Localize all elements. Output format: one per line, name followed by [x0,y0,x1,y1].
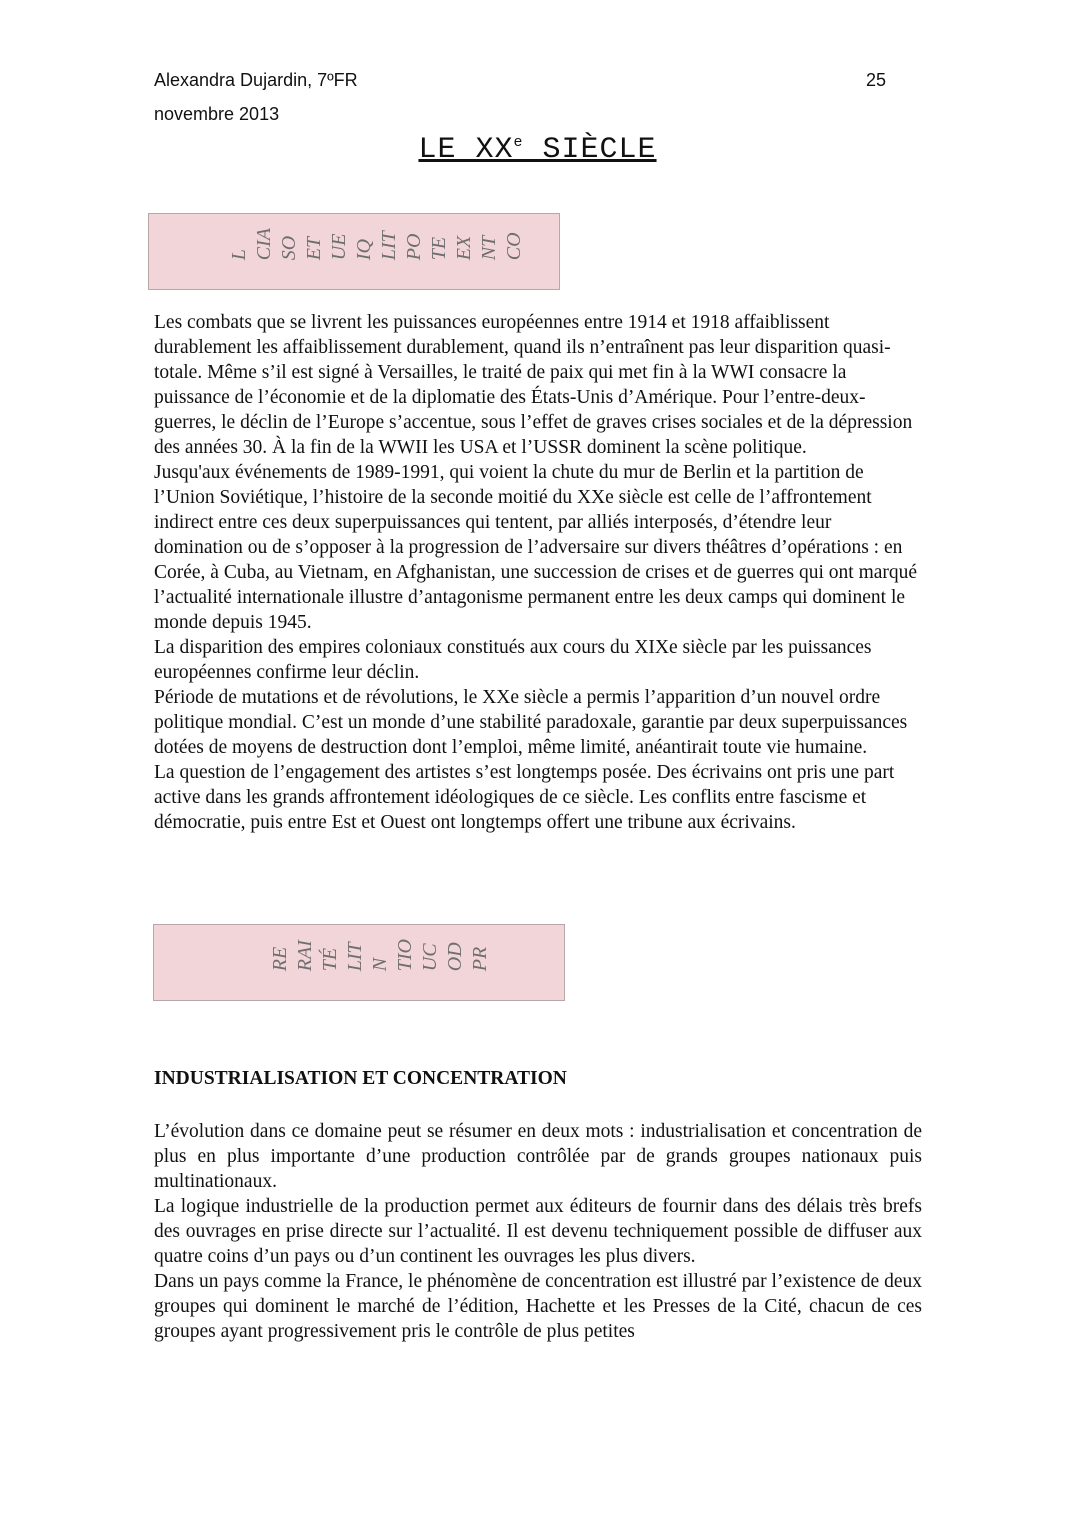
section2-body [154,1119,922,1344]
banner-line: L [228,249,250,261]
banner-line: NT [478,235,500,261]
banner-line: CIA [253,228,275,261]
banner-line: ET [303,236,325,261]
title-end: SIÈCLE [523,133,657,167]
paragraph: L’évolution dans ce domaine peut se résumer en deux mots : industrialisation et concentration de plus en plus importante d’une production contrôlée par de grands groupes nationaux puis multinationaux. [154,1121,922,1192]
banner-line: UC [419,943,441,972]
paragraph: La question de l’engagement des artistes s’est longtemps posée. Des écrivains ont pris une part active dans les grands affrontement idéologiques de ce siècle. Les conflits entre fascisme et démocratie, puis entre Est et Ouest ont longtemps offert une tribune aux écrivains. [154,762,895,833]
banner-production-text [268,939,493,971]
banner-line: EX [453,235,475,261]
banner-line: LIT [344,942,366,972]
banner-line: N [369,957,391,972]
paragraph: Les combats que se livrent les puissances européennes entre 1914 et 1918 affaiblissent durablement les affaiblissement durablement, quand ils n’entraînent pas leur disparition quasi-totale. Même s’il est signé à Versailles, le traité de paix qui met fin à la WWI consacre la puissance de l’économie et de la diplomatie des États-Unis d’Amérique. Pour l’entre-deux-guerres, le déclin de l’Europe s’accentue, sous l’effet de graves crises sociales et de la dépression des années 30. À la fin de la WWII les USA et l’USSR dominent la scène politique. [154,312,913,458]
banner-line: OD [444,942,466,972]
header-date: novembre 2013 [154,104,280,124]
page-number: 25 [866,70,887,90]
banner-production [153,924,565,1001]
banner-line: TIO [394,939,416,972]
banner-line: PR [469,946,491,972]
banner-contexte [148,213,560,290]
paragraph: La disparition des empires coloniaux constitués aux cours du XIXe siècle par les puissances européennes confirme leur déclin. [154,637,872,683]
banner-line: RE [269,946,291,972]
banner-line: TE [428,236,450,261]
title-main: LE XX [418,133,514,167]
paragraph: Période de mutations et de révolutions, le XXe siècle a permis l’apparition d’un nouvel ordre politique mondial. C’est un monde d’une stabilité paradoxale, garantie par deux superpuissances dotées de moyens de destruction dont l’emploi, même limité, anéantirait toute vie humaine. [154,687,908,758]
banner-line: SO [278,235,300,261]
banner-line: LIT [378,231,400,261]
page-title [0,133,1075,167]
section1-body [154,310,922,835]
banner-line: IQ [353,239,375,261]
banner-line: UE [328,233,350,261]
banner-line: TÉ [319,947,341,972]
paragraph: La logique industrielle de la production permet aux éditeurs de fournir dans des délais très brefs des ouvrages en prise directe sur l’actualité. Il est devenu techniquement possible de diffuser aux quatre coins d’un pays ou d’un continent les ouvrages les plus divers. [154,1196,922,1267]
paragraph: Jusqu'aux événements de 1989-1991, qui voient la chute du mur de Berlin et la partition de l’Union Soviétique, l’histoire de la seconde moitié du XXe siècle est celle de l’affrontement indirect entre ces deux superpuissances qui tentent, par alliés interposés, d’étendre leur domination ou de s’opposer à la progression de l’adversaire sur divers théâtres d’opérations : en Corée, à Cuba, au Vietnam, en Afghanistan, une succession de crises et de guerres qui ont marqué l’actualité internationale illustre d’antagonisme permanent entre les deux camps qui dominent le monde depuis 1945. [154,462,918,633]
banner-line: PO [403,233,425,261]
title-superscript: e [513,134,524,151]
banner-line: RAI [294,940,316,972]
banner-line: CO [503,232,525,261]
paragraph: Dans un pays comme la France, le phénomène de concentration est illustré par l’existence de deux groupes qui dominent le marché de l’édition, Hachette et les Presses de la Cité, chacun de ces groupes ayant progressivement pris le contrôle de plus petites [154,1271,922,1342]
header-author: Alexandra Dujardin, 7ºFR [154,70,358,90]
banner-contexte-text [227,228,527,260]
section2-heading: INDUSTRIALISATION ET CONCENTRATION [154,1068,567,1089]
